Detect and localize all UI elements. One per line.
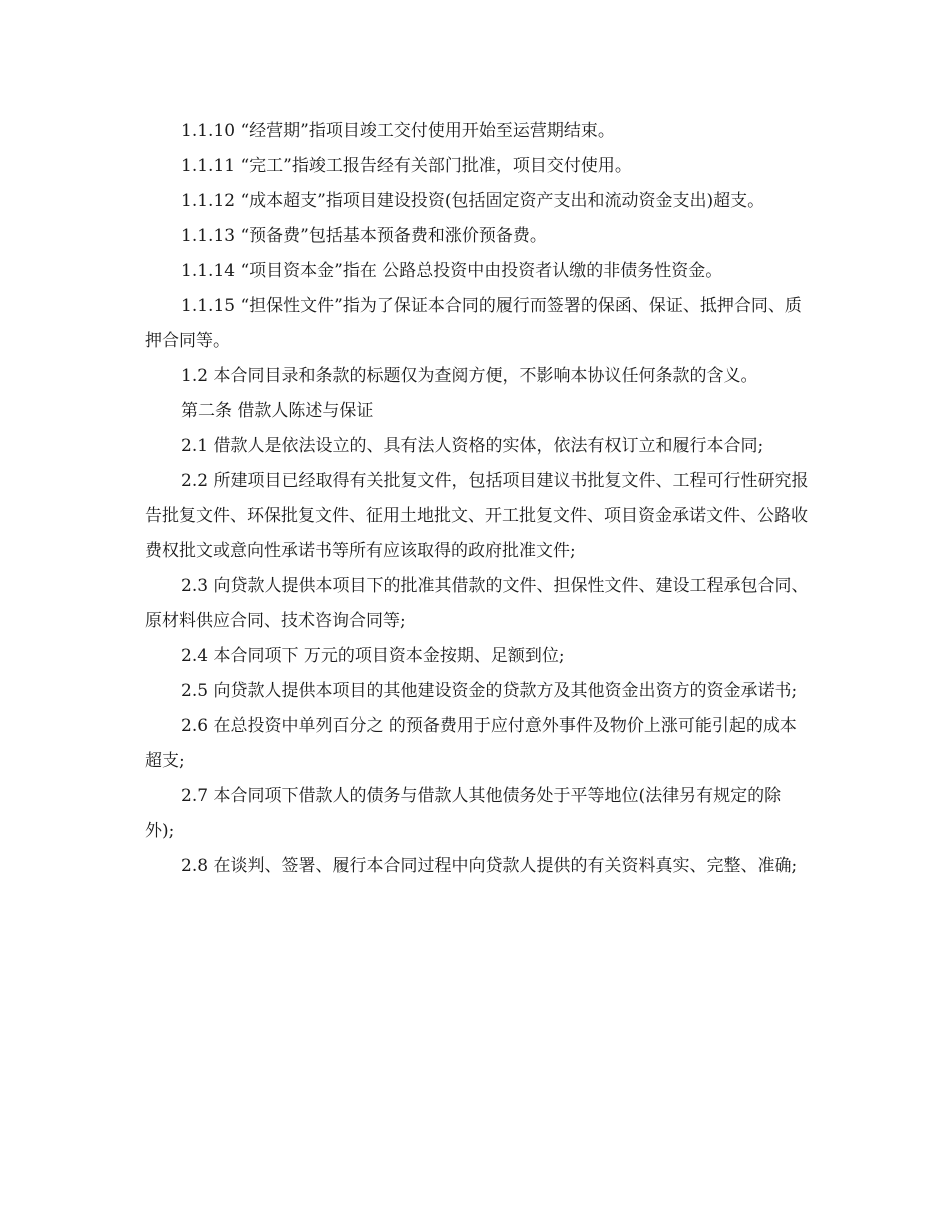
paragraph-2-2: 2.2 所建项目已经取得有关批复文件，包括项目建议书批复文件、工程可行性研究报告批复文件、环保批复文件、征用土地批文、开工批复文件、项目资金承诺文件、公路收费权批文或意向性承诺书等所有应该取得的政府批准文件; — [145, 471, 809, 561]
paragraph-1-1-12: 1.1.12 “成本超支”指项目建设投资(包括固定资产支出和流动资金支出)超支。 — [181, 191, 765, 211]
paragraph-1-1-10: 1.1.10 “经营期”指项目竣工交付使用开始至运营期结束。 — [181, 121, 615, 141]
paragraph-2-7: 2.7 本合同项下借款人的债务与借款人其他债务处于平等地位(法律另有规定的除外); — [145, 786, 782, 841]
paragraph-2-1: 2.1 借款人是依法设立的、具有法人资格的实体，依法有权订立和履行本合同; — [181, 436, 764, 456]
paragraph-2-8: 2.8 在谈判、签署、履行本合同过程中向贷款人提供的有关资料真实、完整、准确; — [181, 856, 798, 876]
paragraph-2-5: 2.5 向贷款人提供本项目的其他建设资金的贷款方及其他资金出资方的资金承诺书; — [181, 681, 798, 701]
paragraph-1-1-13: 1.1.13 “预备费”包括基本预备费和涨价预备费。 — [181, 226, 547, 246]
paragraph-2-3: 2.3 向贷款人提供本项目下的批准其借款的文件、担保性文件、建设工程承包合同、原材料供应合同、技术咨询合同等; — [145, 576, 809, 631]
paragraph-2-4: 2.4 本合同项下 万元的项目资本金按期、足额到位; — [181, 646, 565, 666]
paragraph-1-2: 1.2 本合同目录和条款的标题仅为查阅方便，不影响本协议任何条款的含义。 — [181, 366, 758, 386]
paragraph-1-1-11: 1.1.11 “完工”指竣工报告经有关部门批准，项目交付使用。 — [181, 156, 632, 176]
document-body — [145, 114, 810, 884]
paragraph-1-1-15: 1.1.15 “担保性文件”指为了保证本合同的履行而签署的保函、保证、抵押合同、质押合同等。 — [145, 296, 802, 351]
paragraph-2-6: 2.6 在总投资中单列百分之 的预备费用于应付意外事件及物价上涨可能引起的成本超支; — [145, 716, 797, 771]
section-heading-article-2: 第二条 借款人陈述与保证 — [181, 401, 374, 421]
paragraph-1-1-14: 1.1.14 “项目资本金”指在 公路总投资中由投资者认缴的非债务性资金。 — [181, 261, 723, 281]
